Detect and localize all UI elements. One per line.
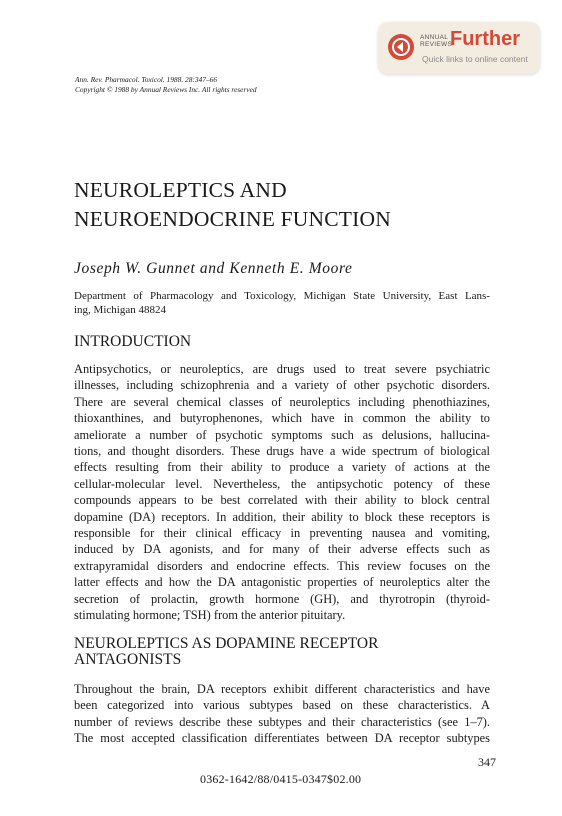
paragraph-line: extrapyramidal disorders and endocrine effects. This review focuses on the: [74, 558, 490, 573]
journal-citation: [75, 75, 257, 95]
section-heading-dopamine: [74, 636, 378, 668]
affiliation-line-1: Department of Pharmacology and Toxicology, Michigan State University, East Lans-: [74, 290, 490, 302]
badge-reviews-label: REVIEWS: [420, 41, 453, 48]
badge-annual-reviews: [420, 34, 452, 48]
introduction-paragraph: [74, 361, 490, 624]
title-line-2: NEUROENDOCRINE FUNCTION: [74, 207, 391, 231]
paragraph-line: cellular-molecular level. Nevertheless, the antipsychotic potency of these: [74, 476, 490, 491]
paragraph-line: induced by DA agonists, and for many of their adverse effects such as: [74, 542, 490, 557]
citation-line-2: Copyright © 1988 by Annual Reviews Inc. All rights reserved: [75, 85, 257, 94]
paragraph-line: tions, and thought disorders. These drugs have a wide spectrum of biological: [74, 444, 490, 459]
section-heading-line-2: ANTAGONISTS: [74, 651, 182, 668]
paragraph-line: Throughout the brain, DA receptors exhibit different characteristics and have: [74, 682, 490, 696]
dopamine-paragraph: [74, 681, 490, 747]
affiliation: [74, 289, 490, 317]
page-number: 347: [478, 755, 496, 769]
introduction-heading: INTRODUCTION: [74, 333, 192, 350]
paragraph-line: been categorized into various subtypes based on these characteristics. A: [74, 698, 490, 713]
paragraph-line: illnesses, including schizophrenia and a variety of other psychotic disorders.: [74, 378, 490, 393]
article-code: 0362-1642/88/0415-0347$02.00: [200, 772, 362, 786]
paragraph-line: effects resulting from their ability to produce a variety of actions at the: [74, 460, 490, 475]
authors: Joseph W. Gunnet and Kenneth E. Moore: [74, 260, 353, 277]
article-title: [74, 176, 391, 234]
badge-annual-label: ANNUAL: [420, 34, 449, 41]
paragraph-line: number of reviews describe these subtypes and their characteristics (see 1–7).: [74, 714, 490, 729]
paragraph-line: ameliorate a number of psychotic symptoms such as delusions, hallucina-: [74, 427, 490, 442]
paragraph-line: dopamine (DA) receptors. In addition, their ability to block these receptors is: [74, 509, 490, 524]
paragraph-line: stimulating hormone; TSH) from the anterior pituitary.: [74, 608, 346, 623]
badge-quick-links[interactable]: Quick links to online content: [422, 54, 528, 64]
annual-reviews-further-badge[interactable]: [378, 22, 540, 74]
paragraph-line: thioxanthines, and butyrophenones, which have in common the ability to: [74, 411, 490, 426]
paragraph-line: latter effects and how the DA antagonistic properties of neuroleptics alter the: [74, 575, 490, 590]
paragraph-line: Antipsychotics, or neuroleptics, are drugs used to treat severe psychiatric: [74, 362, 490, 376]
citation-line-1: Ann. Rev. Pharmacol. Toxicol. 1988. 28:347–66: [75, 75, 218, 84]
section-heading-line-1: NEUROLEPTICS AS DOPAMINE RECEPTOR: [74, 635, 379, 652]
paragraph-line: responsible for their clinical efficacy in preventing nausea and vomiting,: [74, 526, 490, 541]
badge-further-label: Further: [450, 28, 520, 50]
paragraph-line: The most accepted classification differentiates between DA receptor subtypes: [74, 731, 490, 746]
paragraph-line: compounds appears to be best correlated with their ability to block central: [74, 493, 490, 508]
paragraph-line: secretion of prolactin, growth hormone (GH), and thyrotropin (thyroid-: [74, 591, 490, 606]
title-line-1: NEUROLEPTICS AND: [74, 178, 287, 202]
paragraph-line: There are several chemical classes of neuroleptics including phenothiazines,: [74, 394, 490, 409]
affiliation-line-2: ing, Michigan 48824: [74, 304, 166, 316]
play-back-icon: [388, 34, 414, 60]
